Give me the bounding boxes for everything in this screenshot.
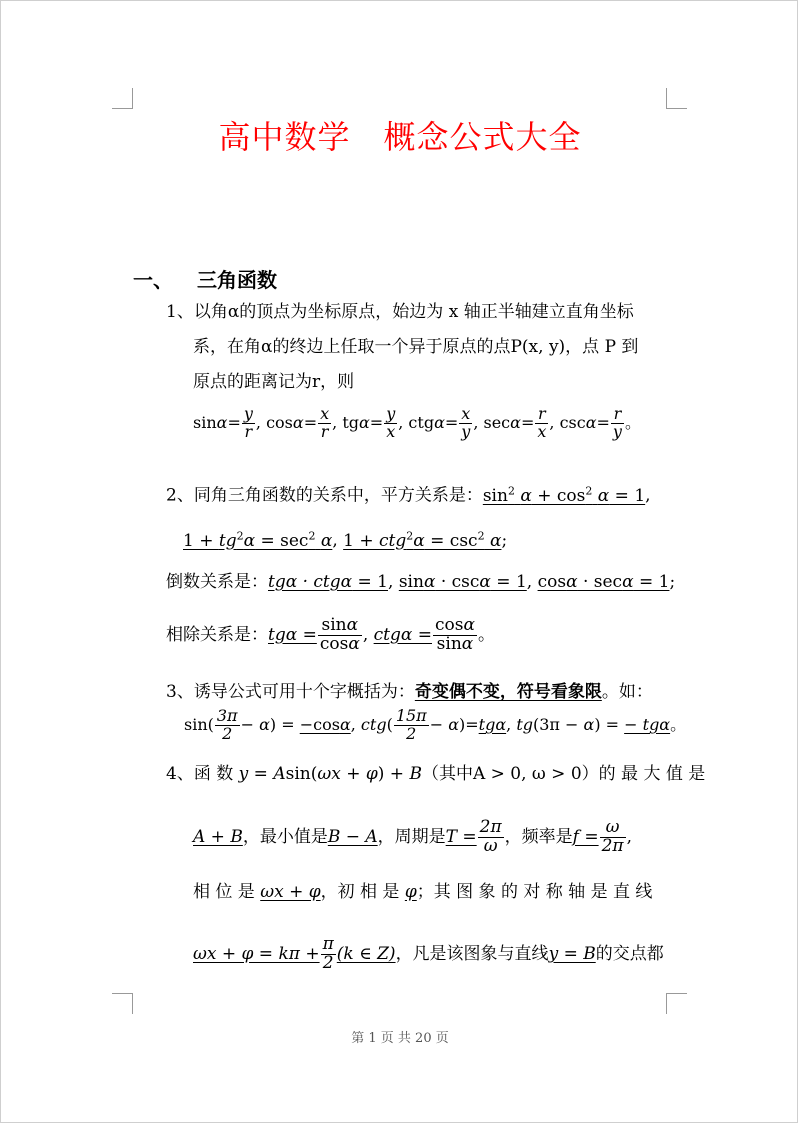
- item2-line3: 倒数关系是：tgα · ctgα = 1, sinα · cscα = 1, cosα · secα = 1;: [166, 572, 676, 592]
- crop-mark-top-left: [112, 88, 133, 109]
- item2-intro: 2、同角三角函数的关系中，平方关系是：: [166, 485, 483, 506]
- section-number: 一、: [133, 268, 173, 292]
- reciprocal-identity-3: cosα · secα = 1: [537, 572, 670, 592]
- freq-label: ，频率是: [504, 826, 573, 847]
- item1-line2: 系，在角α的终边上任取一个异于原点的点P(x, y)，点 P 到: [193, 337, 639, 357]
- crop-mark-bottom-left: [112, 993, 133, 1014]
- item4-label: 4、函 数: [166, 764, 234, 784]
- item4-condition: （其中A > 0, ω > 0）的 最 大 值 是: [421, 764, 706, 784]
- tan-sec-identity: $1 + tg^2\alpha = \sec^2 \alpha$: [183, 529, 333, 551]
- item3-intro: 3、诱导公式可用十个字概括为：: [166, 682, 415, 702]
- induction-examples-formula: sin( $\frac{3\pi}{2}$ − α) = −cosα, ctg( $\frac{15\pi}{2}$ − α)=tgα, tg(3π − α) = − tgα。: [184, 706, 687, 743]
- quotient-label: 相除关系是：: [166, 624, 268, 645]
- item2-line1: 2、同角三角函数的关系中，平方关系是：$\sin^2 \alpha + \cos^2 \alpha = 1$,: [166, 484, 651, 506]
- reciprocal-label: 倒数关系是：: [166, 572, 268, 592]
- item4-line2: A + B，最小值是B − A，周期是T = $\frac{2\pi}{\omega}$ ，频率是f = $\frac{\omega}{2\pi}$ ,: [193, 817, 633, 856]
- item1-line1: 1、以角α的顶点为坐标原点，始边为 x 轴正半轴建立直角坐标: [166, 302, 634, 322]
- item3-line1: [166, 680, 653, 704]
- item4-line3: [193, 880, 652, 904]
- frequency-value: f = $\frac{\omega}{2\pi}$: [572, 817, 624, 856]
- pythagorean-identity: $\sin^2 \alpha + \cos^2 \alpha = 1$: [482, 484, 646, 506]
- section-heading: [133, 264, 277, 293]
- phase-value: ωx + φ: [260, 882, 321, 902]
- page-title: 高中数学 概念公式大全: [218, 118, 582, 156]
- symmetry-axis-formula: ωx + φ = kπ + $\frac{\pi}{2}$ (k ∈ Z): [193, 934, 396, 973]
- item1-line3: 原点的距离记为r，则: [193, 372, 355, 392]
- last-text: ，凡是该图象与直线: [395, 943, 549, 964]
- reciprocal-identity-2: sinα · cscα = 1: [398, 572, 527, 592]
- item4-line1: 4、函 数 y = Asin(ωx + φ) + B（其中A > 0, ω > 0）的 最 大 值 是: [166, 764, 706, 784]
- section-title: 三角函数: [197, 268, 277, 292]
- crop-mark-bottom-right: [666, 993, 687, 1014]
- min-label: ，最小值是: [242, 826, 328, 847]
- min-value: B − A: [327, 826, 378, 847]
- item2-line2: $1 + tg^2\alpha = \sec^2 \alpha$, $1 + ctg^2\alpha = \csc^2 \alpha$;: [183, 529, 508, 551]
- trig-definitions-formula: sinα= $\frac{y}{r}$ , cosα= $\frac{x}{r}$ , tgα= $\frac{y}{x}$ , ctgα= $\frac{x}{y}$ , secα= $\frac{r}{x}$ , cscα= $\frac{r}{y}$ 。: [193, 404, 641, 441]
- initial-phase-value: φ: [404, 882, 417, 902]
- item3-tail: 。如：: [601, 682, 653, 702]
- period-value: T = $\frac{2\pi}{\omega}$: [445, 817, 502, 856]
- last-tail: 的交点都: [595, 943, 664, 964]
- axis-text: ；其 图 象 的 对 称 轴 是 直 线: [416, 882, 653, 902]
- max-value: A + B: [193, 826, 243, 847]
- cot-csc-identity: $1 + ctg^2\alpha = \csc^2 \alpha$: [343, 529, 502, 551]
- item2-line4: 相除关系是：tgα = $\frac{\sin\alpha}{\cos\alpha}$ , ctgα = $\frac{\cos\alpha}{\sin\alpha}$ 。: [166, 615, 495, 654]
- period-label: ，周期是: [377, 826, 446, 847]
- line-y-eq-b: y = B: [548, 943, 596, 964]
- initial-phase-label: ，初 相 是: [320, 882, 400, 902]
- item4-line4: [193, 936, 664, 973]
- page-footer: 第 1 页 共 20 页: [351, 1031, 449, 1046]
- cot-quotient: ctgα = $\frac{\cos\alpha}{\sin\alpha}$: [373, 615, 475, 654]
- tan-quotient: tgα = $\frac{\sin\alpha}{\cos\alpha}$: [268, 615, 360, 654]
- induction-rule: 奇变偶不变，符号看象限: [414, 682, 602, 702]
- phase-label: 相 位 是: [193, 882, 255, 902]
- crop-mark-top-right: [666, 88, 687, 109]
- reciprocal-identity-1: tgα · ctgα = 1: [268, 572, 388, 592]
